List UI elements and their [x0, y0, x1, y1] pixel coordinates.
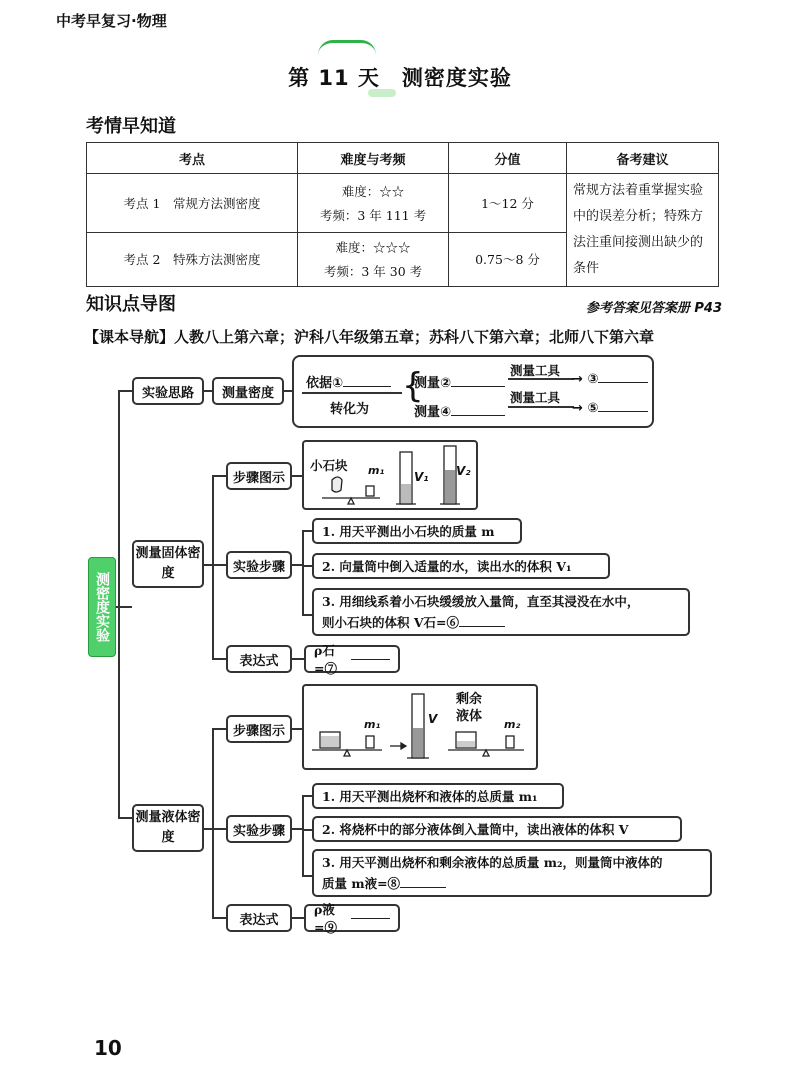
- branch-line: [212, 475, 226, 477]
- node-solid-density: 测量固体密度: [132, 540, 204, 588]
- connector-line: [292, 828, 302, 830]
- branch-line: [118, 817, 132, 819]
- arrow-line: [508, 406, 574, 408]
- answer-reference: 参考答案见答案册 P43: [585, 301, 722, 316]
- trunk-line: [118, 390, 120, 818]
- table-header: 分值: [449, 143, 567, 174]
- difficulty-text: 难度：☆☆: [341, 183, 405, 199]
- branch-line: [118, 390, 132, 392]
- section-title-knowledge-map: 知识点导图: [86, 294, 176, 315]
- answer-blank-5: [598, 411, 648, 412]
- liquid-diagram-illustration: [302, 684, 538, 770]
- tool-label-1: 测量工具: [510, 363, 561, 378]
- answer-blank-6: [459, 626, 505, 627]
- connector-line: [292, 564, 302, 566]
- book-header: 中考早复习·物理: [56, 12, 167, 30]
- liquid-v-label: V: [428, 712, 438, 726]
- brace-icon: {: [402, 366, 424, 406]
- stone-label: 小石块: [310, 458, 348, 473]
- chapter-title-wrap: [0, 62, 800, 92]
- convert-text: 转化为: [330, 402, 370, 417]
- mindmap-root: 测密度实验: [88, 557, 116, 657]
- connector-line: [292, 658, 304, 660]
- liquid-m2-label: m₂: [504, 718, 521, 731]
- textbook-nav: 【课本导航】人教八上第六章；沪科八年级第五章；苏科八下第六章；北师八下第六章: [84, 328, 655, 346]
- measure-2-text: [414, 372, 505, 391]
- branch-line: [302, 614, 312, 616]
- table-cell-score: 1～12 分: [449, 174, 567, 233]
- node-solid-diagram: 步骤图示: [226, 462, 292, 490]
- sub-trunk-line: [302, 530, 304, 616]
- sub-trunk-line: [212, 475, 214, 659]
- answer-blank-2: [451, 386, 505, 387]
- table-header: 难度与考频: [298, 143, 449, 174]
- sub-trunk-line: [302, 795, 304, 877]
- branch-line: [212, 564, 226, 566]
- measure-2-label: 测量②: [414, 376, 452, 391]
- connector-line: [204, 390, 212, 392]
- solid-expression-text: ρ石=⑦: [314, 643, 337, 676]
- solid-expression: [304, 643, 400, 676]
- measure-4-text: [414, 401, 505, 420]
- table-header: 考点: [87, 143, 298, 174]
- v2-label: V₂: [456, 464, 471, 478]
- chapter-title: 第 11 天 测密度实验: [288, 66, 512, 90]
- branch-line: [212, 658, 226, 660]
- answer-blank-8: [400, 887, 446, 888]
- table-cell-point: 考点 1 常规方法测密度: [87, 174, 298, 233]
- solid-step-3-line-1: 3. 用细线系着小石块缓缓放入量筒，直至其浸没在水中，: [322, 594, 640, 609]
- v1-label: V₁: [414, 470, 429, 484]
- branch-line: [212, 728, 226, 730]
- connector-line: [292, 475, 302, 477]
- node-liquid-steps: 实验步骤: [226, 815, 292, 843]
- node-liquid-diagram: 步骤图示: [226, 715, 292, 743]
- node-liquid-density: 测量液体密度: [132, 804, 204, 852]
- section-title-exam-info: 考情早知道: [86, 116, 176, 137]
- frequency-text: 考频：3 年 30 考: [323, 264, 423, 280]
- tool-3-label: → ③: [572, 372, 599, 387]
- connector-line: [204, 564, 212, 566]
- connector-line: [284, 390, 292, 392]
- table-cell-advice: 常规方法着重掌握实验中的误差分析；特殊方法注重间接测出缺少的条件: [567, 174, 719, 287]
- node-solid-expression: 表达式: [226, 645, 292, 673]
- tool-5-label: → ⑤: [572, 401, 599, 416]
- answer-blank-9: [351, 918, 390, 919]
- liquid-expression: [304, 902, 400, 935]
- liquid-step-3: [312, 849, 712, 897]
- table-cell-score: 0.75～8 分: [449, 232, 567, 286]
- branch-line: [212, 828, 226, 830]
- divider-line: [302, 392, 402, 394]
- node-solid-steps: 实验步骤: [226, 551, 292, 579]
- table-cell-difficulty: [298, 174, 449, 233]
- branch-line: [302, 829, 312, 831]
- page-number: 10: [94, 1036, 122, 1060]
- connector-line: [292, 917, 304, 919]
- answer-blank-1: [343, 386, 391, 387]
- liquid-step-3-line-1: 3. 用天平测出烧杯和剩余液体的总质量 m₂，则量筒中液体的: [322, 855, 663, 870]
- liquid-step-3-line-2-text: 质量 m液=⑧: [322, 876, 401, 891]
- remain-label: 剩余: [456, 692, 483, 707]
- answer-blank-7: [351, 659, 390, 660]
- solid-diagram-illustration: [302, 440, 478, 510]
- title-decoration: [318, 40, 376, 55]
- measure-4-label: 测量④: [414, 405, 452, 420]
- branch-line: [302, 565, 312, 567]
- branch-line: [302, 875, 312, 877]
- node-measure-density: 测量密度: [212, 377, 284, 405]
- answer-blank-4: [451, 415, 505, 416]
- node-experiment-idea: 实验思路: [132, 377, 204, 405]
- solid-step-2: 2. 向量筒中倒入适量的水，读出水的体积 V₁: [312, 553, 610, 579]
- tool-3-text: [572, 372, 648, 387]
- branch-line: [212, 917, 226, 919]
- table-cell-difficulty: [298, 232, 449, 286]
- exam-table: [86, 142, 719, 287]
- basis-text: [306, 372, 391, 391]
- solid-step-3-line-2-text: 则小石块的体积 V石=⑥: [322, 615, 460, 630]
- difficulty-text: 难度：☆☆☆: [335, 240, 411, 256]
- branch-line: [302, 795, 312, 797]
- sub-trunk-line: [212, 728, 214, 918]
- liquid-step-3-line-2: [322, 873, 446, 894]
- basis-label: 依据①: [306, 376, 344, 391]
- connector-line: [292, 728, 302, 730]
- tool-label-2: 测量工具: [510, 390, 561, 405]
- table-header-row: [87, 143, 719, 174]
- liquid-step-2: 2. 将烧杯中的部分液体倒入量筒中，读出液体的体积 V: [312, 816, 682, 842]
- answer-blank-3: [598, 382, 648, 383]
- liquid-expression-text: ρ液=⑨: [314, 902, 337, 935]
- liquid-m1-label: m₁: [364, 718, 381, 731]
- arrow-line: [508, 378, 574, 380]
- solid-step-3-line-2: [322, 612, 505, 633]
- liquid-label: 液体: [456, 709, 483, 724]
- m1-label: m₁: [368, 464, 385, 477]
- node-liquid-expression: 表达式: [226, 904, 292, 932]
- table-row: [87, 174, 719, 233]
- solid-step-1: 1. 用天平测出小石块的质量 m: [312, 518, 522, 544]
- connector-line: [204, 828, 212, 830]
- branch-line: [302, 530, 312, 532]
- frequency-text: 考频：3 年 111 考: [319, 207, 427, 223]
- table-header: 备考建议: [567, 143, 719, 174]
- branch-line: [116, 606, 132, 608]
- liquid-step-1: 1. 用天平测出烧杯和液体的总质量 m₁: [312, 783, 564, 809]
- table-cell-point: 考点 2 特殊方法测密度: [87, 232, 298, 286]
- solid-step-3: [312, 588, 690, 636]
- tool-5-text: [572, 401, 648, 416]
